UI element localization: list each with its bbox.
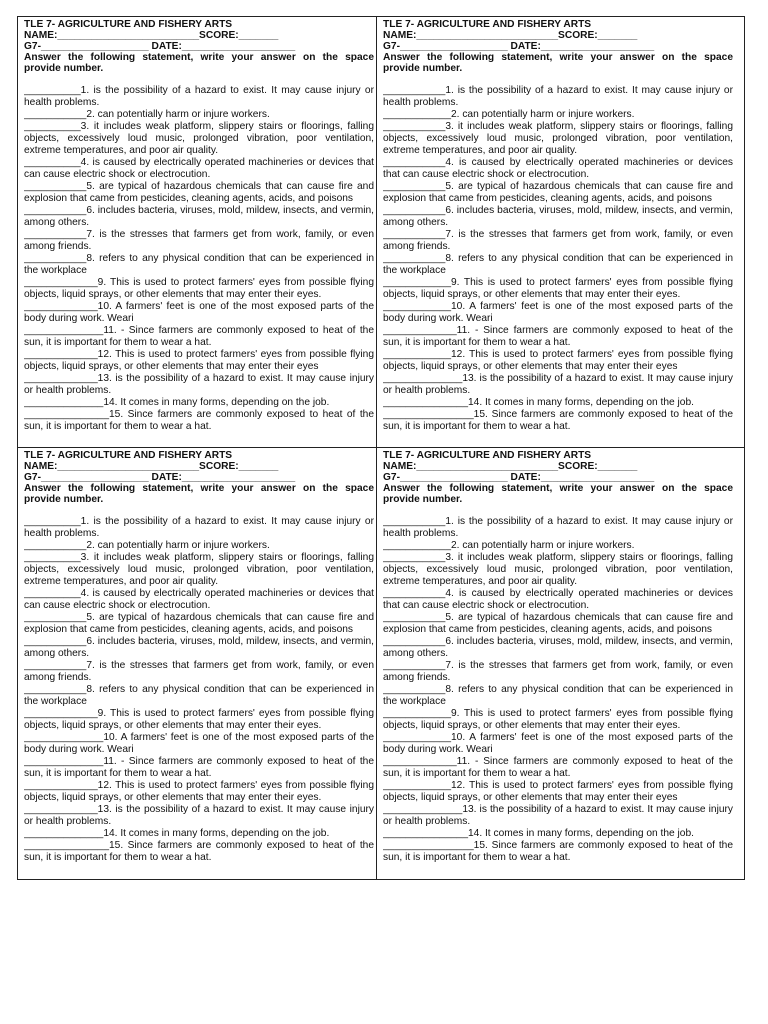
question-item: _______________14. It comes in many forms, depending on the job. xyxy=(383,397,694,408)
quiz-title: TLE 7- AGRICULTURE AND FISHERY ARTS xyxy=(24,450,233,461)
name-score-line: NAME:_________________________SCORE:_______ xyxy=(383,30,638,41)
question-item: __________3. it includes weak platform, slippery stairs or floorings, falling objects, excessively loud music, prolonged vibration, poor ventilation, extreme temperatures, and poor air quality. xyxy=(24,121,374,156)
question-item: ______________10. A farmers' feet is one of the most exposed parts of the body during work. Weari xyxy=(24,732,374,755)
question-item: ____________10. A farmers' feet is one of the most exposed parts of the body during work. Weari xyxy=(383,301,733,324)
question-item: ______________11. - Since farmers are commonly exposed to heat of the sun, it is important for them to wear a hat. xyxy=(24,756,374,779)
question-item: __________4. is caused by electrically operated machineries or devices that can cause electric shock or electrocution. xyxy=(24,588,374,611)
name-blank[interactable]: _________________________ xyxy=(416,461,559,472)
name-blank[interactable]: _________________________ xyxy=(416,30,559,41)
grade-date-line: G7-___________________ DATE:____________________ xyxy=(24,41,296,52)
instruction-text: Answer the following statement, write your answer on the space provide number. xyxy=(24,52,374,74)
name-score-line: NAME:_________________________SCORE:_______ xyxy=(24,461,279,472)
question-list xyxy=(24,516,374,864)
quiz-copy-bottom-right xyxy=(383,450,733,878)
grade-blank[interactable]: ___________________ xyxy=(40,41,149,52)
name-score-line: NAME:_________________________SCORE:_______ xyxy=(24,30,279,41)
score-blank[interactable]: _______ xyxy=(238,461,279,472)
question-item: ______________13. is the possibility of a hazard to exist. It may cause injury or health problems. xyxy=(383,373,733,396)
question-item: _______________14. It comes in many forms, depending on the job. xyxy=(383,828,694,839)
question-item: ___________4. is caused by electrically operated machineries or devices that can cause electric shock or electrocution. xyxy=(383,157,733,180)
name-score-line: NAME:_________________________SCORE:_______ xyxy=(383,461,638,472)
question-item: ____________9. This is used to protect farmers' eyes from possible flying objects, liquid sprays, or other elements that may enter their eyes. xyxy=(383,708,733,731)
question-item: ______________14. It comes in many forms, depending on the job. xyxy=(24,397,330,408)
question-item: ______________13. is the possibility of a hazard to exist. It may cause injury or health problems. xyxy=(383,804,733,827)
question-item: _____________11. - Since farmers are commonly exposed to heat of the sun, it is important for them to wear a hat. xyxy=(383,756,733,779)
instruction-text: Answer the following statement, write your answer on the space provide number. xyxy=(383,52,733,74)
question-item: ___________2. can potentially harm or injure workers. xyxy=(24,540,270,551)
question-item: ___________8. refers to any physical condition that can be experienced in the workplace xyxy=(383,684,733,707)
question-item: ____________10. A farmers' feet is one of the most exposed parts of the body during work. Weari xyxy=(383,732,733,755)
date-blank[interactable]: ____________________ xyxy=(540,41,655,52)
date-blank[interactable]: ____________________ xyxy=(540,472,655,483)
row-divider xyxy=(18,447,744,448)
question-item: ______________14. It comes in many forms, depending on the job. xyxy=(24,828,330,839)
question-item: ___________3. it includes weak platform, slippery stairs or floorings, falling objects, excessively loud music, prolonged vibration, poor ventilation, extreme temperatures, and poor air quality. xyxy=(383,552,733,587)
quiz-title: TLE 7- AGRICULTURE AND FISHERY ARTS xyxy=(24,19,233,30)
question-item: ___________1. is the possibility of a hazard to exist. It may cause injury or health problems. xyxy=(383,85,733,108)
instruction-text: Answer the following statement, write your answer on the space provide number. xyxy=(383,483,733,505)
quiz-copy-bottom-left xyxy=(24,450,374,878)
question-item: ___________5. are typical of hazardous chemicals that can cause fire and explosion that came from pesticides, cleaning agents, acids, and poisons xyxy=(24,181,374,204)
name-blank[interactable]: _________________________ xyxy=(57,30,200,41)
quiz-sheet xyxy=(17,16,745,880)
question-item: ___________8. refers to any physical condition that can be experienced in the workplace xyxy=(24,253,374,276)
question-item: _____________11. - Since farmers are commonly exposed to heat of the sun, it is important for them to wear a hat. xyxy=(383,325,733,348)
question-item: ___________6. includes bacteria, viruses, mold, mildew, insects, and vermin, among others. xyxy=(24,636,374,659)
question-item: ___________2. can potentially harm or injure workers. xyxy=(24,109,270,120)
question-item: _____________12. This is used to protect farmers' eyes from possible flying objects, liquid sprays, or other elements that may enter their eyes. xyxy=(24,780,374,803)
question-list xyxy=(383,516,733,864)
question-item: ____________2. can potentially harm or injure workers. xyxy=(383,109,635,120)
question-item: _____________13. is the possibility of a hazard to exist. It may cause injury or health problems. xyxy=(24,373,374,396)
score-blank[interactable]: _______ xyxy=(597,30,638,41)
quiz-title: TLE 7- AGRICULTURE AND FISHERY ARTS xyxy=(383,19,592,30)
quiz-copy-top-left xyxy=(24,19,374,447)
question-item: ____________12. This is used to protect farmers' eyes from possible flying objects, liquid sprays, or other elements that may enter their eyes xyxy=(383,780,733,803)
question-item: ____________2. can potentially harm or injure workers. xyxy=(383,540,635,551)
question-item: ________________15. Since farmers are commonly exposed to heat of the sun, it is important for them to wear a hat. xyxy=(383,409,733,432)
grade-blank[interactable]: ___________________ xyxy=(40,472,149,483)
grade-date-line: G7-___________________ DATE:____________________ xyxy=(383,472,655,483)
date-blank[interactable]: ____________________ xyxy=(181,472,296,483)
grade-date-line: G7-___________________ DATE:____________________ xyxy=(383,41,655,52)
question-item: __________3. it includes weak platform, slippery stairs or floorings, falling objects, excessively loud music, prolonged vibration, poor ventilation, extreme temperatures, and poor air quality. xyxy=(24,552,374,587)
grade-blank[interactable]: ___________________ xyxy=(399,472,508,483)
question-item: _____________10. A farmers' feet is one of the most exposed parts of the body during work. Weari xyxy=(24,301,374,324)
question-item: ___________7. is the stresses that farmers get from work, family, or even among friends. xyxy=(24,229,374,252)
date-blank[interactable]: ____________________ xyxy=(181,41,296,52)
score-blank[interactable]: _______ xyxy=(238,30,279,41)
question-item: __________1. is the possibility of a hazard to exist. It may cause injury or health problems. xyxy=(24,516,374,539)
question-item: ___________6. includes bacteria, viruses, mold, mildew, insects, and vermin, among others. xyxy=(24,205,374,228)
question-list xyxy=(24,85,374,433)
question-item: ___________7. is the stresses that farmers get from work, family, or even among friends. xyxy=(383,660,733,683)
question-item: _____________9. This is used to protect farmers' eyes from possible flying objects, liquid sprays, or other elements that may enter their eyes. xyxy=(24,277,374,300)
question-item: ___________7. is the stresses that farmers get from work, family, or even among friends. xyxy=(383,229,733,252)
question-item: ____________9. This is used to protect farmers' eyes from possible flying objects, liquid sprays, or other elements that may enter their eyes. xyxy=(383,277,733,300)
column-divider xyxy=(376,17,377,879)
question-item: ___________8. refers to any physical condition that can be experienced in the workplace xyxy=(24,684,374,707)
question-item: ________________15. Since farmers are commonly exposed to heat of the sun, it is important for them to wear a hat. xyxy=(383,840,733,863)
question-item: ___________6. includes bacteria, viruses, mold, mildew, insects, and vermin, among others. xyxy=(383,205,733,228)
score-blank[interactable]: _______ xyxy=(597,461,638,472)
question-item: ___________5. are typical of hazardous chemicals that can cause fire and explosion that came from pesticides, cleaning agents, acids, and poisons xyxy=(24,612,374,635)
question-item: ___________6. includes bacteria, viruses, mold, mildew, insects, and vermin, among others. xyxy=(383,636,733,659)
question-item: _______________15. Since farmers are commonly exposed to heat of the sun, it is important for them to wear a hat. xyxy=(24,409,374,432)
instruction-text: Answer the following statement, write your answer on the space provide number. xyxy=(24,483,374,505)
grade-blank[interactable]: ___________________ xyxy=(399,41,508,52)
question-item: ___________3. it includes weak platform, slippery stairs or floorings, falling objects, excessively loud music, prolonged vibration, poor ventilation, extreme temperatures, and poor air quality. xyxy=(383,121,733,156)
question-item: __________1. is the possibility of a hazard to exist. It may cause injury or health problems. xyxy=(24,85,374,108)
question-item: ___________5. are typical of hazardous chemicals that can cause fire and explosion that came from pesticides, cleaning agents, acids, and poisons xyxy=(383,181,733,204)
question-item: ___________8. refers to any physical condition that can be experienced in the workplace xyxy=(383,253,733,276)
quiz-copy-top-right xyxy=(383,19,733,447)
question-item: ___________7. is the stresses that farmers get from work, family, or even among friends. xyxy=(24,660,374,683)
question-item: ______________11. - Since farmers are commonly exposed to heat of the sun, it is important for them to wear a hat. xyxy=(24,325,374,348)
name-blank[interactable]: _________________________ xyxy=(57,461,200,472)
question-item: ___________1. is the possibility of a hazard to exist. It may cause injury or health problems. xyxy=(383,516,733,539)
question-item: ___________4. is caused by electrically operated machineries or devices that can cause electric shock or electrocution. xyxy=(383,588,733,611)
question-item: ____________12. This is used to protect farmers' eyes from possible flying objects, liquid sprays, or other elements that may enter their eyes xyxy=(383,349,733,372)
question-item: ___________5. are typical of hazardous chemicals that can cause fire and explosion that came from pesticides, cleaning agents, acids, and poisons xyxy=(383,612,733,635)
question-item: _____________12. This is used to protect farmers' eyes from possible flying objects, liquid sprays, or other elements that may enter their eyes xyxy=(24,349,374,372)
question-item: _____________9. This is used to protect farmers' eyes from possible flying objects, liquid sprays, or other elements that may enter their eyes. xyxy=(24,708,374,731)
question-item: __________4. is caused by electrically operated machineries or devices that can cause electric shock or electrocution. xyxy=(24,157,374,180)
question-item: _____________13. is the possibility of a hazard to exist. It may cause injury or health problems. xyxy=(24,804,374,827)
grade-date-line: G7-___________________ DATE:____________________ xyxy=(24,472,296,483)
question-item: _______________15. Since farmers are commonly exposed to heat of the sun, it is important for them to wear a hat. xyxy=(24,840,374,863)
question-list xyxy=(383,85,733,433)
quiz-title: TLE 7- AGRICULTURE AND FISHERY ARTS xyxy=(383,450,592,461)
